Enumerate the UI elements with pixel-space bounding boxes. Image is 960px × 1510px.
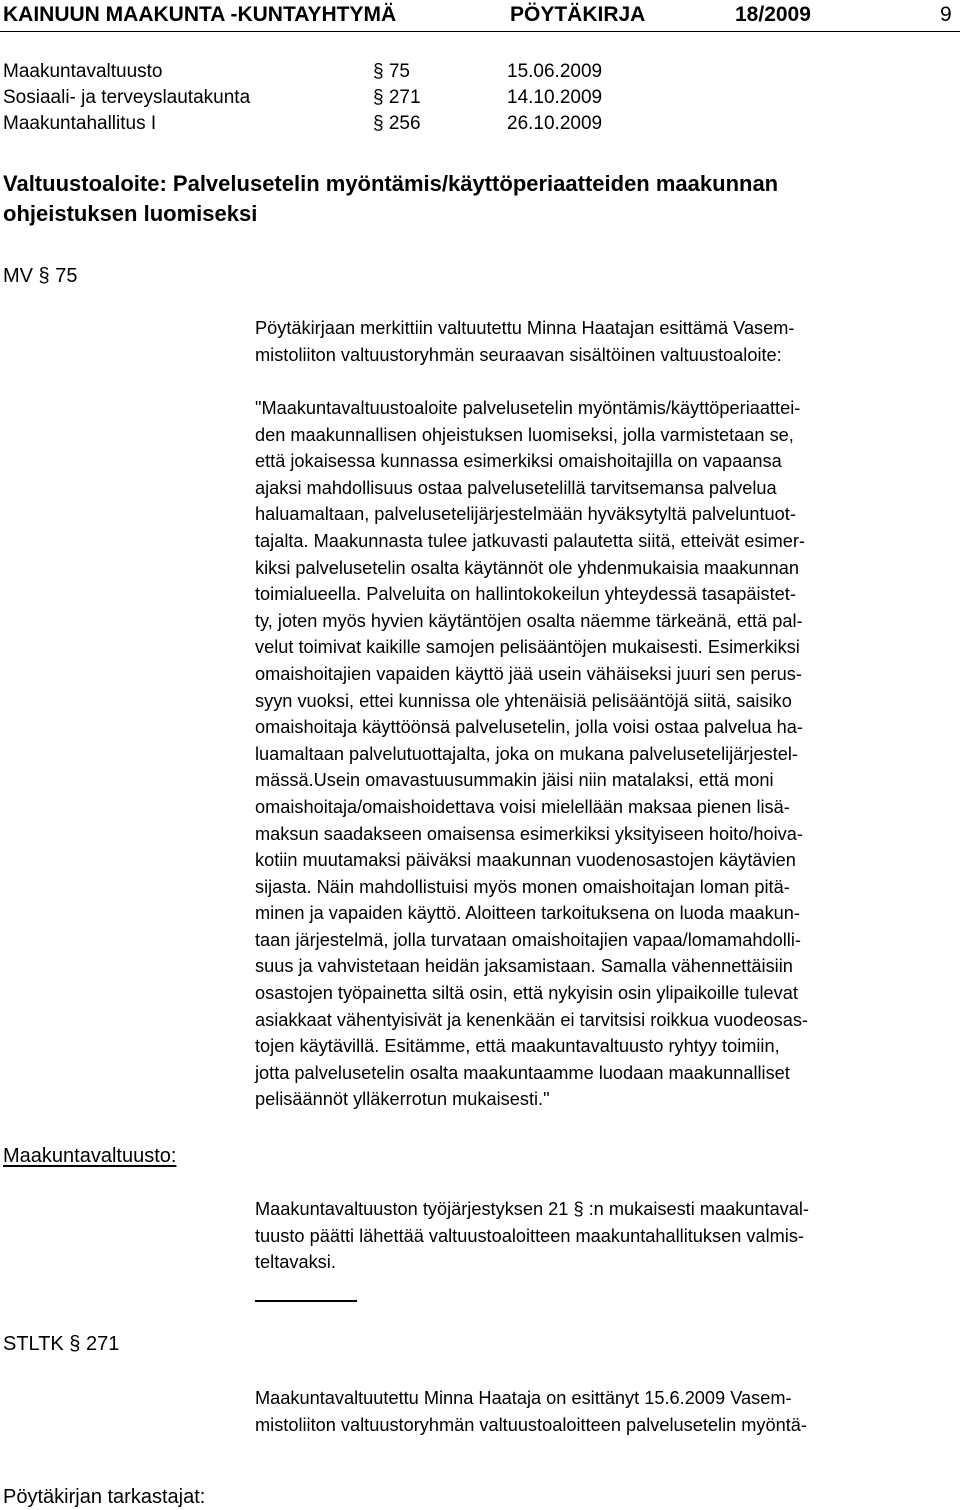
initiative-quote (255, 395, 947, 1113)
meta-section: § 75 (373, 61, 410, 82)
text-line: mässä.Usein omavastuusummakin jäisi niin matalaksi, että moni (255, 770, 774, 791)
text-line: tojen käytävillä. Esitämme, että maakuntavaltuusto ryhtyy toimiin, (255, 1036, 780, 1057)
text-line: tajalta. Maakunnasta tulee jatkuvasti palautetta siitä, etteivät esimer- (255, 530, 805, 551)
text-line: luamaltaan palvelutuottajalta, joka on mukana palvelusetelijärjestel- (255, 743, 798, 764)
decision-paragraph (255, 1196, 947, 1276)
meta-section: § 256 (373, 113, 421, 134)
header-divider (0, 31, 960, 32)
text-line: sijasta. Näin mahdollistuisi myös monen omaishoitajan loman pitä- (255, 876, 790, 897)
text-line: omaishoitajien vapaiden käyttö jää usein vähäiseksi juuri sen perus- (255, 663, 802, 684)
document-number: 18/2009 (735, 3, 811, 26)
section-label-mv: MV § 75 (3, 265, 78, 287)
text-line: tuusto päätti lähettää valtuustoaloitteen maakuntahallituksen valmis- (255, 1225, 804, 1246)
meta-section: § 271 (373, 87, 421, 108)
section-label-stltk: STLTK § 271 (3, 1333, 120, 1355)
text-line: omaishoitaja käyttöönsä palvelusetelin, jolla voisi ostaa palvelua ha- (255, 717, 803, 738)
text-line: mistoliiton valtuustoryhmän valtuustoaloitteen palvelusetelin myöntä- (255, 1414, 807, 1435)
text-line: mistoliiton valtuustoryhmän seuraavan sisältöinen valtuustoaloite: (255, 344, 782, 365)
meta-body: Maakuntahallitus I (3, 113, 157, 134)
text-line: pelisäännöt ylläkerrotun mukaisesti." (255, 1089, 550, 1110)
text-line: osastojen työpainetta siltä osin, että nykyisin osin ylipaikoille tulevat (255, 983, 798, 1004)
meta-date: 14.10.2009 (507, 87, 603, 108)
text-line: Maakuntavaltuutettu Minna Haataja on esittänyt 15.6.2009 Vasem- (255, 1388, 792, 1408)
text-line: asiakkaat vähentyisivät ja kenenkään ei tarvitsisi roikkua vuodeosas- (255, 1009, 808, 1030)
text-line: teltavaksi. (255, 1252, 336, 1273)
text-line: Pöytäkirjaan merkittiin valtuutettu Minna Haatajan esittämä Vasem- (255, 318, 795, 338)
section-label-tarkastajat: Pöytäkirjan tarkastajat: (3, 1486, 206, 1508)
document-title-line2: ohjeistuksen luomiseksi (3, 201, 258, 226)
separator-line (255, 1300, 357, 1302)
text-line: ajaksi mahdollisuus ostaa palvelusetelillä tarvitsemansa palvelua (255, 477, 777, 498)
meta-date: 26.10.2009 (507, 113, 603, 134)
document-type: PÖYTÄKIRJA (510, 3, 646, 26)
document-title-line1: Valtuustoaloite: Palvelusetelin myöntämis/käyttöperiaatteiden maakunnan (3, 171, 779, 196)
text-line: että jokaisessa kunnassa esimerkiksi omaishoitajilla on vapaansa (255, 451, 782, 472)
stltk-paragraph (255, 1385, 947, 1438)
text-line: velut toimivat kaikille samojen pelisääntöjen mukaisesti. Esimerkiksi (255, 637, 800, 658)
meta-body: Maakuntavaltuusto (3, 61, 163, 82)
text-line: taan järjestelmä, jolla turvataan omaishoitajien vapaa/lomamahdolli- (255, 929, 801, 950)
text-line: jotta palvelusetelin osalta maakuntaamme luodaan maakunnalliset (255, 1062, 790, 1083)
text-line: kiksi palvelusetelin osalta käytännöt ole yhdenmukaisia maakunnan (255, 557, 799, 578)
text-line: den maakunnallisen ohjeistuksen luomiseksi, jolla varmistetaan se, (255, 424, 794, 445)
text-line: toimialueella. Palveluita on hallintokokeilun yhteydessä tasapäistet- (255, 584, 796, 605)
page-number: 9 (940, 3, 952, 26)
text-line: kotiin muutamaksi päiväksi maakunnan vuodenosastojen käytävien (255, 850, 796, 871)
text-line: Maakuntavaltuuston työjärjestyksen 21 § :n mukaisesti maakuntaval- (255, 1199, 809, 1219)
text-line: minen ja vapaiden käyttö. Aloitteen tarkoituksena on luoda maakun- (255, 903, 800, 924)
text-line: suus ja vahvistetaan heidän jaksamistaan. Samalla vähennettäisiin (255, 956, 793, 977)
text-line: omaishoitaja/omaishoidettava voisi mielellään maksaa pienen lisä- (255, 796, 790, 817)
intro-paragraph (255, 315, 947, 368)
text-line: "Maakuntavaltuustoaloite palvelusetelin myöntämis/käyttöperiaattei- (255, 398, 801, 418)
organization-name: KAINUUN MAAKUNTA -KUNTAYHTYMÄ (3, 3, 397, 26)
text-line: syyn vuoksi, ettei kunnissa ole yhtenäisiä pelisääntöjä siitä, saisiko (255, 690, 792, 711)
meta-body: Sosiaali- ja terveyslautakunta (3, 87, 251, 108)
text-line: maksun saadakseen omaisensa esimerkiksi yksityiseen hoito/hoiva- (255, 823, 803, 844)
section-label-valtuusto: Maakuntavaltuusto: (3, 1145, 177, 1167)
text-line: haluamaltaan, palvelusetelijärjestelmään hyväksytyltä palveluntuot- (255, 504, 796, 525)
text-line: ty, joten myös hyvien käytäntöjen osalta näemme tärkeänä, että pal- (255, 610, 803, 631)
meta-date: 15.06.2009 (507, 61, 603, 82)
